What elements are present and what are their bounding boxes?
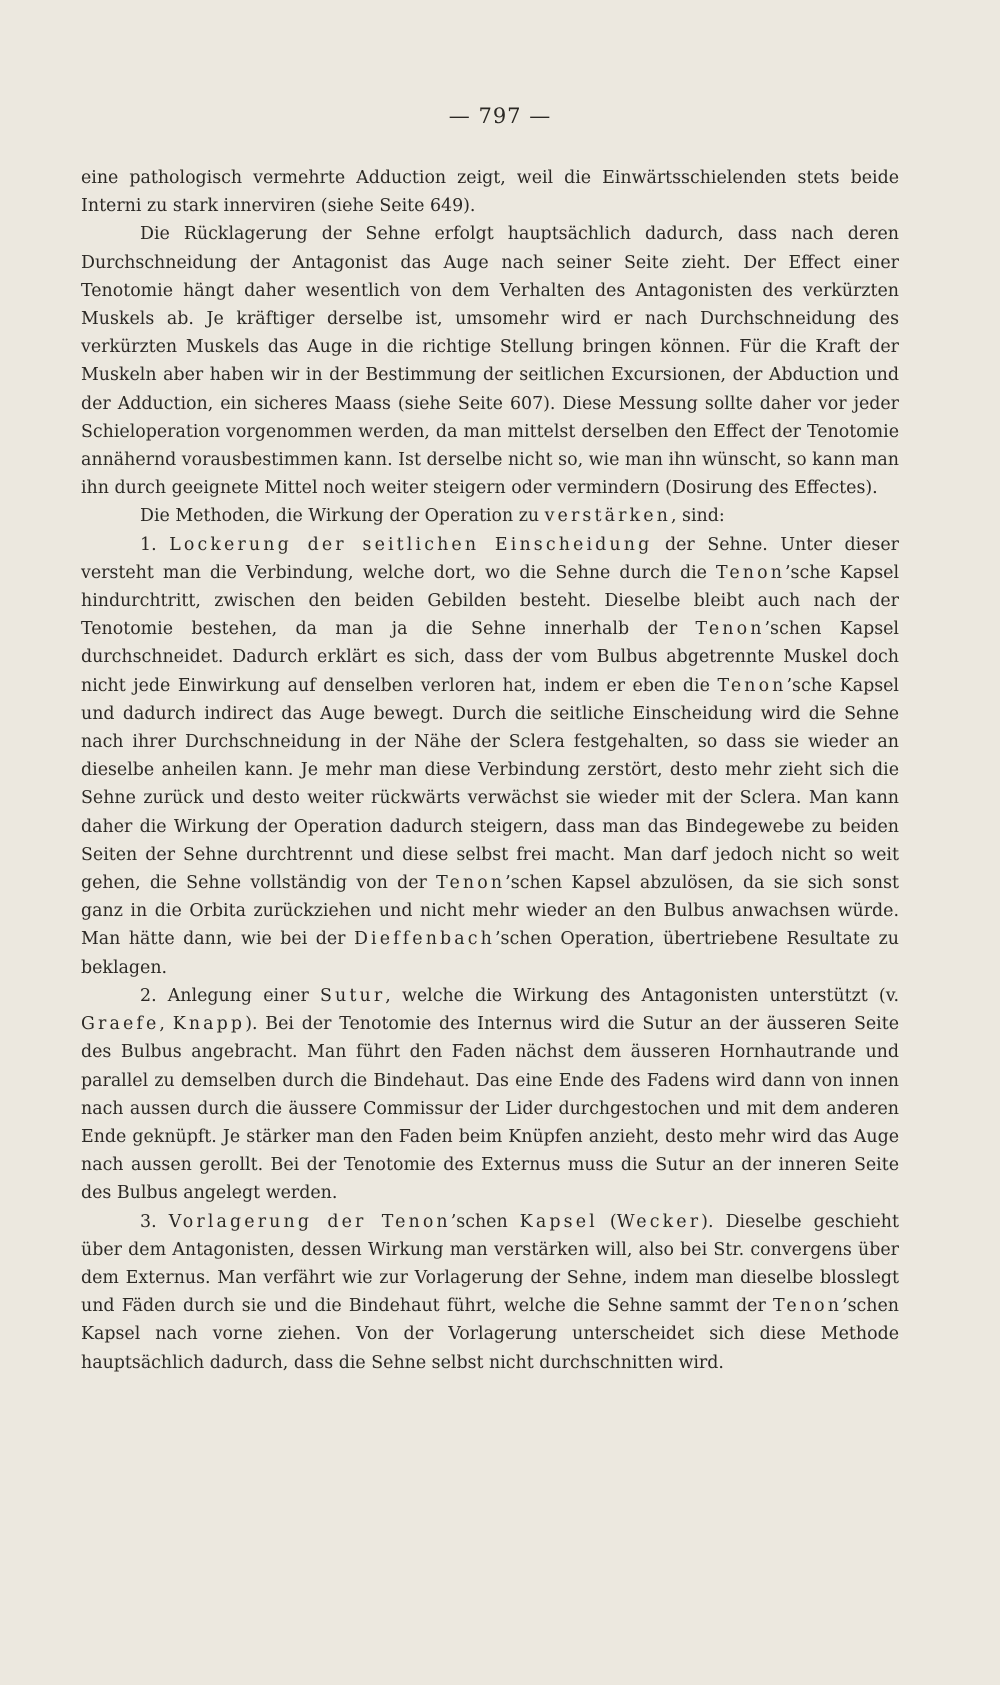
spaced-text: Tenon (715, 562, 786, 583)
text-run: 3. (140, 1211, 169, 1232)
text-run: Die Methoden, die Wirkung der Operation zu (140, 506, 545, 527)
spaced-text: Knapp (172, 1014, 246, 1035)
text-run: 2. Anlegung einer (140, 985, 321, 1006)
paragraph (81, 531, 899, 982)
text-run: ’sche Kapsel und dadurch indirect das Auge bewegt. Durch die seitliche Einscheidung wird die Sehne nach ihrer Durchschneidung in der Nähe der Sclera festgehalten, so dass sie wieder an dieselbe anheilen kann. Je mehr man diese Verbindung zerstört, desto mehr zieht sich die Sehne zurück und desto weiter rückwärts verwächst sie wieder mit der Sclera. Man kann daher die Wirkung der Operation dadurch steigern, dass man das Bindegewebe zu beiden Seiten der Sehne durchtrennt und diese selbst frei macht. Man darf jedoch nicht so weit gehen, die Sehne vollständig von der (81, 675, 899, 894)
text-run: ( (597, 1211, 617, 1232)
text-run: der Sehne. Unter dieser versteht man die Verbindung, welche dort, wo die Sehne durch die (81, 534, 899, 583)
spaced-text: Dieffenbach (353, 929, 496, 950)
text-run: 1. (140, 534, 170, 555)
paragraph (81, 1208, 899, 1377)
spaced-text: Graefe (81, 1014, 160, 1035)
text-run: ’schen Kapsel nach vorne ziehen. Von der Vorlagerung unterscheidet sich diese Methode hauptsächlich dadurch, dass die Sehne selbst nicht durchschnitten wird. (81, 1296, 899, 1373)
paragraph (81, 164, 899, 220)
text-run: ’schen (450, 1211, 520, 1232)
spaced-text: Tenon (717, 675, 787, 696)
text-run: , welche die Wirkung des Antagonisten unterstützt (v. (385, 985, 899, 1006)
paragraph (81, 502, 899, 530)
spaced-text: Vorlagerung der Tenon (168, 1211, 451, 1232)
text-run: Die Rücklagerung der Sehne erfolgt hauptsächlich dadurch, dass nach deren Durchschneidung der Antagonist das Auge nach seiner Seite zieht. Der Effect einer Tenotomie hängt daher wesentlich von dem Verhalten des Antagonisten des verkürzten Muskels ab. Je kräftiger derselbe ist, umsomehr wird er nach Durchschneidung des verkürzten Muskels das Auge in die richtige Stellung bringen können. Für die Kraft der Muskeln aber haben wir in der Bestimmung der seitlichen Excursionen, der Abduction und der Adduction, ein sicheres Maass (siehe Seite 607). Diese Messung sollte daher vor jeder Schieloperation vorgenommen werden, da man mittelst derselben den Effect der Tenotomie annähernd vorausbestimmen kann. Ist derselbe nicht so, wie man ihn wünscht, so kann man ihn durch geeignete Mittel noch weiter steigern oder vermindern (Dosirung des Effectes). (81, 224, 899, 499)
text-run: eine pathologisch vermehrte Adduction zeigt, weil die Einwärtsschielenden stets beide Interni zu stark innerviren (siehe Seite 649). (81, 168, 899, 217)
text-run: , (159, 1014, 173, 1035)
text-run: ). Dieselbe geschieht über dem Antagonisten, dessen Wirkung man verstärken will, also bei Str. convergens über dem Externus. Man verfährt wie zur Vorlagerung der Sehne, indem man dieselbe blosslegt und Fäden durch sie und die Bindehaut führt, welche die Sehne sammt der (81, 1211, 899, 1317)
body-text (81, 164, 899, 1377)
text-run: ’sche Kapsel hindurchtritt, zwischen den beiden Gebilden besteht. Dieselbe bleibt auch nach der Tenotomie bestehen, da man ja die Sehne innerhalb der (81, 562, 900, 640)
paragraph (81, 982, 899, 1208)
spaced-text: Lockerung der seitlichen Einscheidung (169, 534, 653, 555)
page-number: — 797 — (448, 104, 552, 128)
text-run: ’schen Kapsel abzulösen, da sie sich sonst ganz in die Orbita zurückziehen und nicht mehr wieder an den Bulbus anwachsen würde. Man hätte dann, wie bei der (81, 873, 899, 950)
spaced-text: Tenon (436, 873, 506, 894)
text-run: , sind: (670, 506, 725, 527)
spaced-text: Sutur (320, 985, 386, 1006)
spaced-text: Tenon (695, 619, 765, 640)
text-run: ). Bei der Tenotomie des Internus wird die Sutur an der äusseren Seite des Bulbus angebracht. Man führt den Faden nächst dem äusseren Hornhautrande und parallel zu demselben durch die Bindehaut. Das eine Ende des Fadens wird dann von innen nach aussen durch die äussere Commissur der Lider durchgestochen und mit dem anderen Ende geknüpft. Je stärker man den Faden beim Knüpfen anzieht, desto mehr wird das Auge nach aussen gerollt. Bei der Tenotomie des Externus muss die Sutur an der inneren Seite des Bulbus angelegt werden. (81, 1014, 899, 1204)
text-run: ’schen Operation, übertriebene Resultate zu beklagen. (81, 929, 899, 978)
spaced-text: Tenon (773, 1296, 843, 1317)
spaced-text: verstärken (544, 506, 671, 527)
spaced-text: Kapsel (519, 1211, 598, 1232)
text-run: ’schen Kapsel durchschneidet. Dadurch erklärt es sich, dass der vom Bulbus abgetrennte Muskel doch nicht jede Einwirkung auf denselben verloren hat, indem er eben die (81, 619, 899, 696)
paragraph (81, 220, 899, 502)
spaced-text: Wecker (616, 1211, 702, 1232)
